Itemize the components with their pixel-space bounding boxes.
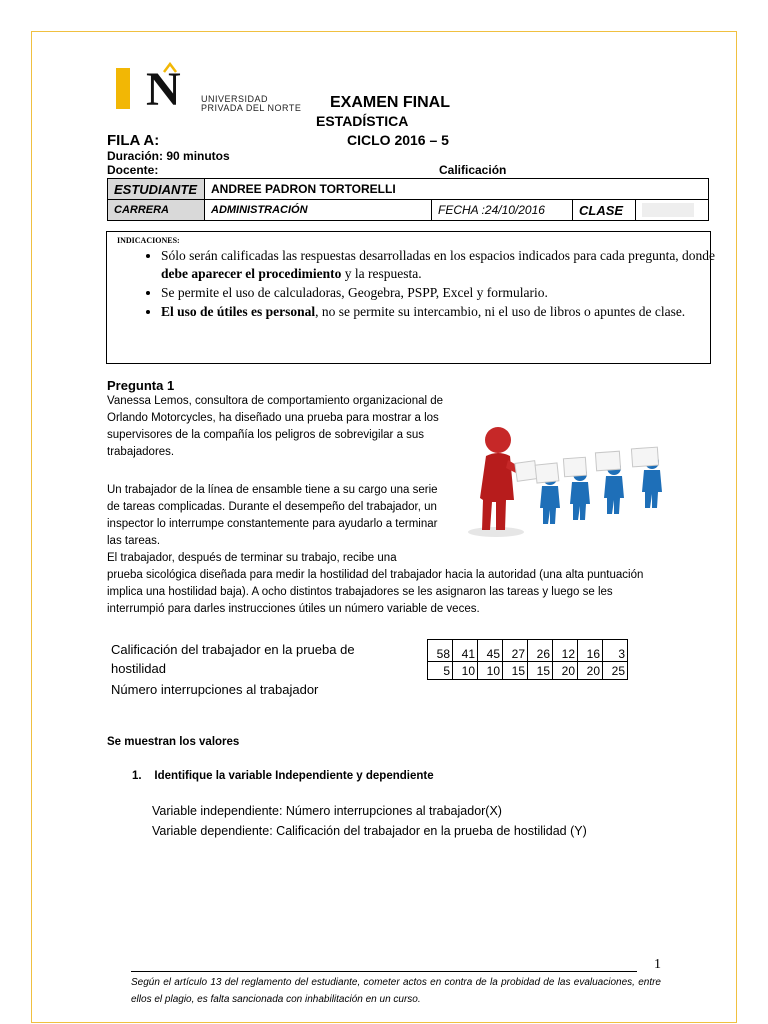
table-row (428, 662, 628, 680)
workers-illustration-icon (456, 420, 676, 550)
exam-subtitle: ESTADÍSTICA (316, 113, 409, 129)
table-cell: 16 (578, 640, 603, 662)
logo-n-icon: N (146, 63, 181, 116)
indicacion-item (161, 303, 721, 321)
data-table (427, 639, 628, 680)
footnote: Según el artículo 13 del reglamento del estudiante, cometer actos en contra de la probidad de las evaluaciones, entre ellos el plagio, es falta sancionada con inhabilitación en un curso. (131, 977, 661, 1005)
table-cell: 10 (453, 662, 478, 680)
table-cell: 26 (528, 640, 553, 662)
table-cell: 41 (453, 640, 478, 662)
table-cell: 3 (603, 640, 628, 662)
page-number: 1 (654, 957, 661, 972)
table-cell: 10 (478, 662, 503, 680)
indicacion-text: , no se permite su intercambio, ni el uso de libros o apuntes de clase. (315, 304, 686, 319)
logo-bar (116, 68, 130, 109)
question-paragraph-3b: prueba sicológica diseñada para medir la hostilidad del trabajador hacia la autoridad (una alta puntuación implica una hostilidad baja). A ocho distintos trabajadores se les asignaron las tareas y luego se les interrumpió para darles instrucciones útiles un número variable de veces. (107, 569, 644, 615)
row2-label: Número interrupciones al trabajador (111, 682, 319, 697)
indicaciones-list (135, 247, 721, 322)
table-cell: 5 (428, 662, 453, 680)
table-cell: 58 (428, 640, 453, 662)
table-cell: 25 (603, 662, 628, 680)
fila-label: FILA A: (107, 132, 160, 149)
question-title: Pregunta 1 (107, 378, 175, 393)
indicacion-item (161, 247, 721, 283)
clase-label: CLASE (573, 200, 636, 221)
question-paragraph-1: Vanessa Lemos, consultora de comportamiento organizacional de Orlando Motorcycles, ha diseñado una prueba para mostrar a los supervisores de la compañía los peligros de sobrevigilar a sus trabajadores. (107, 395, 444, 458)
answer-dependiente: Variable dependiente: Calificación del trabajador en la prueba de hostilidad (Y) (152, 824, 587, 838)
estudiante-value: ANDREE PADRON TORTORELLI (205, 179, 709, 200)
clase-value (642, 203, 694, 217)
question-paragraph-3a: El trabajador, después de terminar su trabajo, recibe una (107, 552, 397, 564)
row1-label-b: hostilidad (111, 661, 166, 676)
table-cell: 15 (503, 662, 528, 680)
indicacion-text: Se permite el uso de calculadoras, Geogebra, PSPP, Excel y formulario. (161, 285, 548, 300)
fecha-value: FECHA :24/10/2016 (432, 200, 573, 221)
logo-line1: UNIVERSIDAD (201, 94, 269, 104)
answer-independiente: Variable independiente: Número interrupciones al trabajador(X) (152, 804, 502, 818)
indicacion-item (161, 284, 721, 302)
table-cell: 15 (528, 662, 553, 680)
clase-value-cell (636, 200, 709, 221)
question-paragraph-2: Un trabajador de la línea de ensamble tiene a su cargo una serie de tareas complicadas. Durante el desempeño del trabajador, un inspector lo interrumpe constantemente para ayudarlo a terminar las tareas. (107, 484, 438, 547)
exam-title: EXAMEN FINAL (330, 94, 450, 111)
table-cell: 20 (553, 662, 578, 680)
estudiante-label: ESTUDIANTE (108, 179, 205, 200)
carrera-label: CARRERA (108, 200, 205, 221)
table-cell: 45 (478, 640, 503, 662)
carrera-row (108, 200, 709, 221)
docente-label: Docente: (107, 163, 159, 177)
indicaciones-title: INDICACIONES: (117, 236, 180, 245)
footnote-divider (131, 971, 637, 972)
calificacion-label: Calificación (439, 163, 507, 177)
indicacion-bold: El uso de útiles es personal (161, 304, 316, 319)
student-row (108, 179, 709, 200)
table-row (428, 640, 628, 662)
table-cell: 20 (578, 662, 603, 680)
indicacion-bold: debe aparecer el procedimiento (161, 266, 342, 281)
table-cell: 12 (553, 640, 578, 662)
question-item-1: 1. Identifique la variable Independiente y dependiente (132, 770, 434, 782)
muestran-text: Se muestran los valores (107, 736, 240, 748)
logo-text (201, 95, 301, 113)
logo-accent-icon (163, 62, 177, 74)
row1-label-a: Calificación del trabajador en la prueba de (111, 642, 355, 657)
ciclo-label: CICLO 2016 – 5 (347, 132, 449, 148)
indicacion-text: y la respuesta. (341, 266, 422, 281)
carrera-value: ADMINISTRACIÓN (205, 200, 432, 221)
indicacion-text: Sólo serán calificadas las respuestas desarrolladas en los espacios indicados para cada pregunta, donde (161, 248, 716, 263)
table-cell: 27 (503, 640, 528, 662)
student-info-table (107, 178, 709, 221)
logo-line2: PRIVADA DEL NORTE (201, 103, 302, 113)
duracion-label: Duración: 90 minutos (107, 149, 230, 163)
